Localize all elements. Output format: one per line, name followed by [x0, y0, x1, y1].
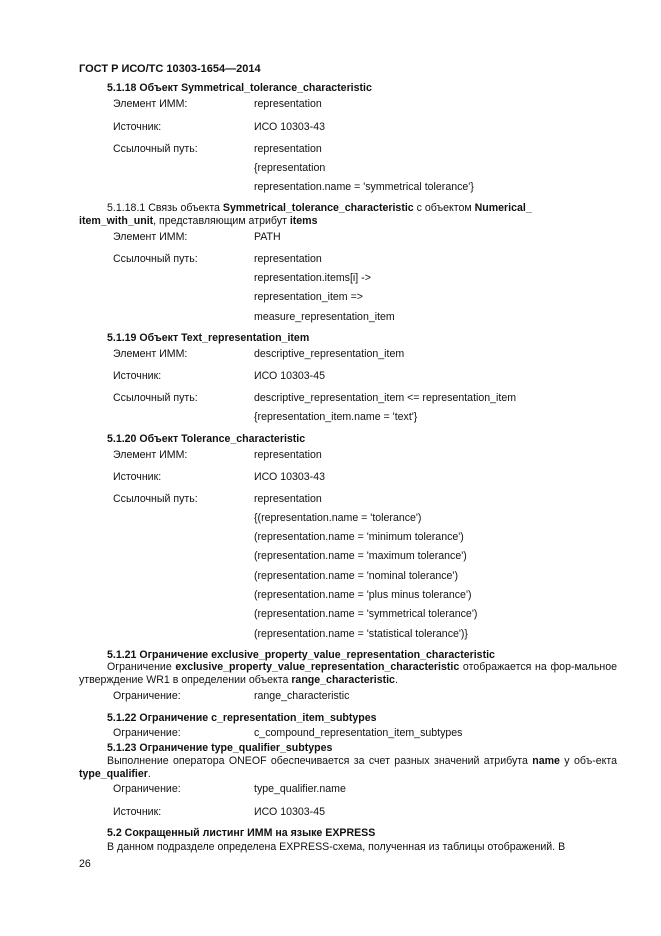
field-value: representation	[254, 253, 322, 265]
path-line: (representation.name = 'maximum tolerance')	[254, 550, 467, 562]
field-value: ИСО 10303-43	[254, 121, 325, 133]
standard-header: ГОСТ Р ИСО/ТС 10303-1654—2014	[79, 63, 261, 75]
field-label: Ограничение:	[113, 727, 181, 739]
field-value: descriptive_representation_item <= representation_item	[254, 392, 517, 404]
path-line: (representation.name = 'nominal tolerance')	[254, 570, 458, 582]
field-value: descriptive_representation_item	[254, 348, 405, 360]
path-line: (representation.name = 'plus minus tolerance')	[254, 589, 472, 601]
path-line: representation.name = 'symmetrical tolerance'}	[254, 181, 474, 193]
path-line: (representation.name = 'statistical tolerance')}	[254, 628, 468, 640]
field-label: Ограничение:	[113, 690, 181, 702]
field-value: range_characteristic	[254, 690, 350, 702]
field-label: Источник:	[113, 471, 162, 483]
section-5-1-22-heading: 5.1.22 Ограничение c_representation_item_subtypes	[107, 712, 377, 724]
section-5-2-heading: 5.2 Сокращенный листинг ИММ на языке EXPRESS	[107, 827, 376, 839]
section-5-1-18-1-line2: item_with_unit, представляющим атрибут items	[79, 215, 318, 227]
field-value: PATH	[254, 231, 281, 243]
field-value: representation	[254, 98, 322, 110]
field-label: Ограничение:	[113, 783, 181, 795]
field-value: representation	[254, 493, 322, 505]
section-5-1-19-heading: 5.1.19 Объект Text_representation_item	[107, 332, 310, 344]
path-line: {representation_item.name = 'text'}	[254, 411, 418, 423]
path-line: {representation	[254, 162, 326, 174]
section-5-1-23-paragraph: Выполнение оператора ONEOF обеспечивается за счет разных значений атрибута name у объ-екта type_qualifier.	[79, 755, 617, 780]
field-label: Источник:	[113, 121, 162, 133]
field-label: Ссылочный путь:	[113, 493, 198, 505]
section-5-1-18-heading: 5.1.18 Объект Symmetrical_tolerance_characteristic	[107, 82, 372, 94]
field-value: c_compound_representation_item_subtypes	[254, 727, 463, 739]
path-line: measure_representation_item	[254, 311, 395, 323]
field-value: representation	[254, 449, 322, 461]
path-line: (representation.name = 'symmetrical tolerance')	[254, 608, 478, 620]
field-value: ИСО 10303-45	[254, 370, 325, 382]
field-label: Элемент ИММ:	[113, 348, 188, 360]
path-line: {(representation.name = 'tolerance')	[254, 512, 422, 524]
section-5-1-21-heading: 5.1.21 Ограничение exclusive_property_value_representation_characteristic	[107, 649, 495, 661]
section-5-1-18-1-line1: 5.1.18.1 Связь объекта Symmetrical_tolerance_characteristic с объектом Numerical_	[107, 202, 532, 214]
path-line: (representation.name = 'minimum tolerance')	[254, 531, 464, 543]
field-label: Источник:	[113, 370, 162, 382]
section-5-1-23-heading: 5.1.23 Ограничение type_qualifier_subtypes	[107, 742, 333, 754]
field-value: representation	[254, 143, 322, 155]
field-label: Ссылочный путь:	[113, 253, 198, 265]
section-5-1-20-heading: 5.1.20 Объект Tolerance_characteristic	[107, 433, 306, 445]
field-value: ИСО 10303-45	[254, 806, 325, 818]
field-label: Источник:	[113, 806, 162, 818]
page-number: 26	[79, 858, 91, 870]
field-label: Ссылочный путь:	[113, 143, 198, 155]
field-label: Элемент ИММ:	[113, 231, 188, 243]
field-value: ИСО 10303-43	[254, 471, 325, 483]
section-5-1-21-paragraph: Ограничение exclusive_property_value_representation_characteristic отображается на фор-мальное утверждение WR1 в определении объекта range_characteristic.	[79, 661, 618, 686]
section-5-2-text: В данном подразделе определена EXPRESS-схема, полученная из таблицы отображений. В	[107, 841, 566, 853]
path-line: representation.items[i] ->	[254, 272, 371, 284]
field-label: Ссылочный путь:	[113, 392, 198, 404]
path-line: representation_item =>	[254, 291, 363, 303]
field-label: Элемент ИММ:	[113, 449, 188, 461]
field-label: Элемент ИММ:	[113, 98, 188, 110]
field-value: type_qualifier.name	[254, 783, 346, 795]
